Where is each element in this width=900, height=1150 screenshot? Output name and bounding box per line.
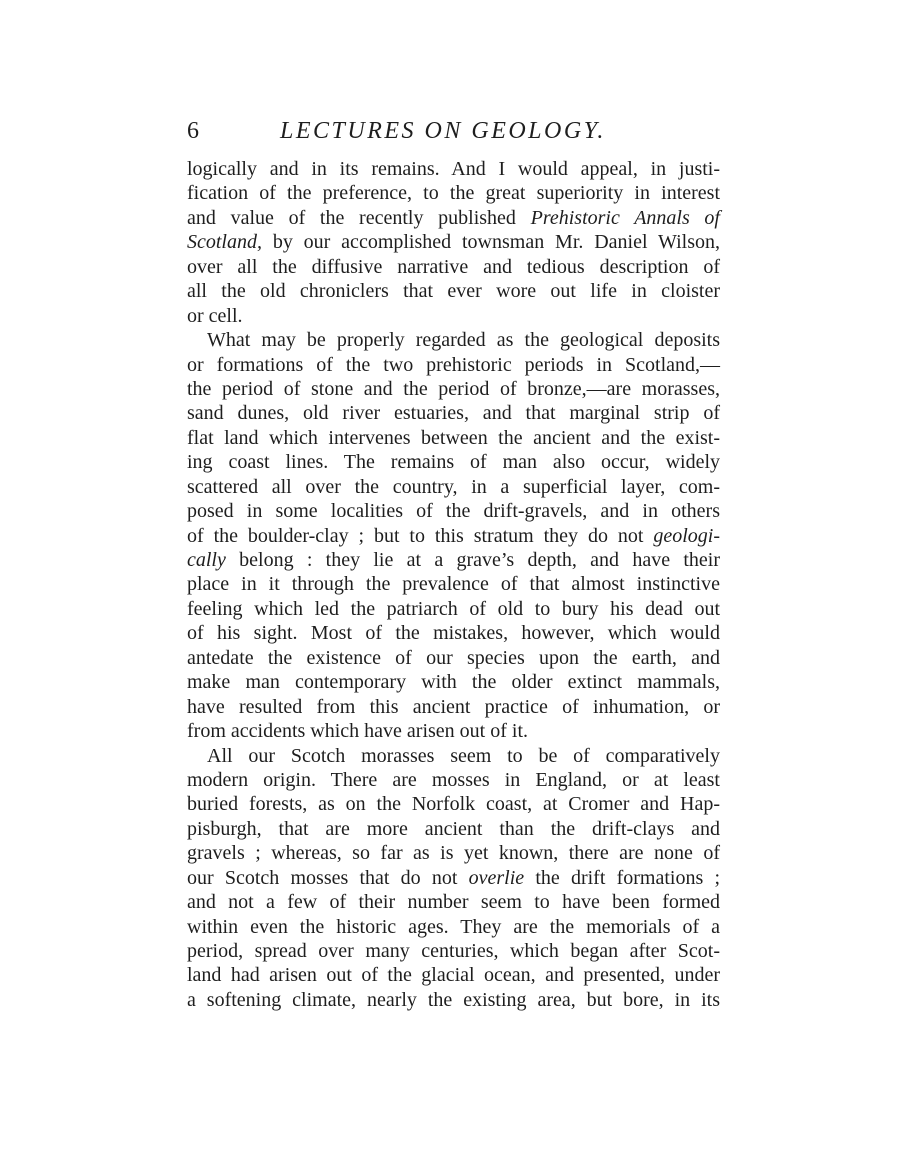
text-line <box>187 328 720 352</box>
body-text <box>187 157 720 1012</box>
text-line <box>187 988 720 1012</box>
text-line-content: the period of stone and the period of bronze,—are morasses, <box>187 377 720 400</box>
text-line <box>187 524 720 548</box>
text-line-content: fication of the preference, to the great superiority in interest <box>187 182 720 205</box>
text-line <box>187 181 720 205</box>
text-line <box>187 597 720 621</box>
text-line-content: of his sight. Most of the mistakes, however, which would <box>187 622 720 645</box>
text-line <box>187 939 720 963</box>
text-line-content: a softening climate, nearly the existing area, but bore, in its <box>187 988 720 1011</box>
text-line <box>187 695 720 719</box>
text-line-content: land had arisen out of the glacial ocean, and presented, under <box>187 964 720 987</box>
text-line <box>187 499 720 523</box>
text-line <box>187 377 720 401</box>
running-title: LECTURES ON GEOLOGY. <box>280 118 606 144</box>
text-line-continuation: by our accomplished townsman Mr. Daniel Wilson, <box>262 231 720 254</box>
text-line <box>187 744 720 768</box>
text-line <box>187 426 720 450</box>
text-line <box>187 841 720 865</box>
text-line <box>187 768 720 792</box>
text-line <box>187 230 720 254</box>
italic-phrase: cally <box>187 549 226 571</box>
text-line <box>187 792 720 816</box>
text-line <box>187 157 720 181</box>
text-line-content: logically and in its remains. And I would appeal, in justi- <box>187 158 720 180</box>
text-line-content: antedate the existence of our species upon the earth, and <box>187 646 720 669</box>
text-line <box>187 890 720 914</box>
italic-phrase: Prehistoric Annals of <box>530 206 720 229</box>
text-line-content: modern origin. There are mosses in England, or at least <box>187 768 720 791</box>
text-line-content: and not a few of their number seem to have been formed <box>187 891 720 914</box>
text-line <box>187 719 720 743</box>
text-line-content: our Scotch mosses that do not <box>187 866 469 889</box>
text-line-content: period, spread over many centuries, which began after Scot- <box>187 940 720 962</box>
text-line <box>187 817 720 841</box>
text-line <box>187 646 720 670</box>
text-line-content: of the boulder-clay ; but to this stratum they do not <box>187 524 654 547</box>
text-line <box>187 304 720 328</box>
text-line-content: place in it through the prevalence of that almost instinctive <box>187 573 720 596</box>
text-line-content: make man contemporary with the older extinct mammals, <box>187 671 720 694</box>
text-line-content: over all the diffusive narrative and tedious description of <box>187 255 720 278</box>
text-line <box>187 206 720 230</box>
text-line-content: have resulted from this ancient practice of inhumation, or <box>187 695 720 718</box>
italic-phrase: overlie <box>468 866 525 889</box>
text-line <box>187 279 720 303</box>
text-line-content: All our Scotch morasses seem to be of comparatively <box>207 744 720 767</box>
text-line-content: or cell. <box>187 304 243 327</box>
text-line-continuation: the drift formations ; <box>524 866 720 889</box>
text-line-content: scattered all over the country, in a superficial layer, com- <box>187 475 720 498</box>
text-line-content: sand dunes, old river estuaries, and that marginal strip of <box>187 402 720 425</box>
text-line-content: within even the historic ages. They are the memorials of a <box>187 915 720 938</box>
text-line <box>187 670 720 694</box>
text-line <box>187 572 720 596</box>
text-line <box>187 401 720 425</box>
italic-phrase: Scotland, <box>187 231 262 254</box>
text-line <box>187 915 720 939</box>
text-line-content: flat land which intervenes between the ancient and the exist- <box>187 426 720 449</box>
running-head <box>187 116 720 146</box>
text-line-content: feeling which led the patriarch of old to bury his dead out <box>187 597 720 620</box>
italic-phrase: geologi- <box>653 524 720 547</box>
text-line-content: and value of the recently published <box>187 206 531 229</box>
text-line <box>187 475 720 499</box>
text-line-content: gravels ; whereas, so far as is yet known, there are none of <box>187 842 720 865</box>
text-line-content: What may be properly regarded as the geological deposits <box>207 329 720 352</box>
text-line-content: posed in some localities of the drift-gravels, and in others <box>187 500 720 523</box>
text-line <box>187 866 720 890</box>
text-line-continuation: belong : they lie at a grave’s depth, and have their <box>225 549 720 571</box>
text-line-content: ing coast lines. The remains of man also occur, widely <box>187 451 720 474</box>
text-line <box>187 963 720 987</box>
text-line-content: buried forests, as on the Norfolk coast, at Cromer and Hap- <box>187 793 720 816</box>
text-line <box>187 548 720 572</box>
text-line <box>187 353 720 377</box>
text-line-content: pisburgh, that are more ancient than the drift-clays and <box>187 817 720 840</box>
text-line-content: all the old chroniclers that ever wore out life in cloister <box>187 280 720 303</box>
text-line-content: or formations of the two prehistoric periods in Scotland,— <box>187 353 720 376</box>
page-number: 6 <box>187 118 199 144</box>
text-line <box>187 255 720 279</box>
text-line-content: from accidents which have arisen out of it. <box>187 720 528 743</box>
text-line <box>187 450 720 474</box>
text-line <box>187 621 720 645</box>
